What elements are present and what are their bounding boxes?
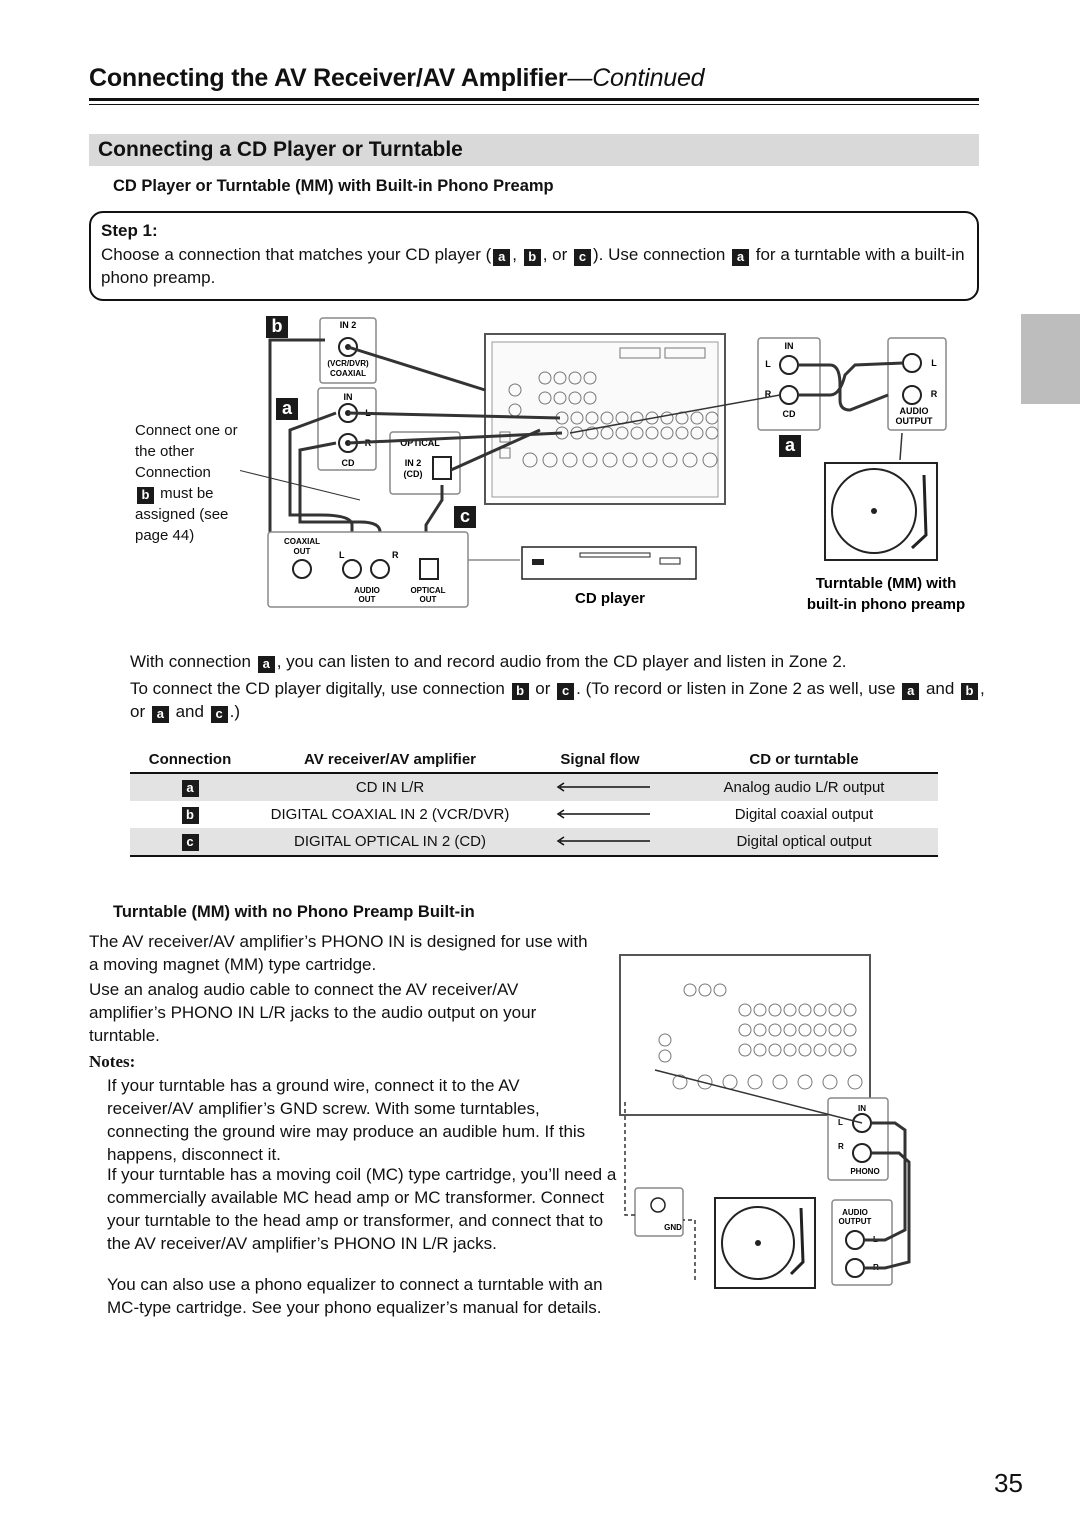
tt2-output-label: OUTPUT xyxy=(838,1217,872,1226)
optical-out-label2: OUT xyxy=(419,595,437,604)
connection-table xyxy=(130,746,938,857)
arrow-left-icon xyxy=(550,809,650,819)
right-l-label: L xyxy=(765,359,771,369)
note-2: If your turntable has a moving coil (MC) type cartridge, you’ll need a commercially available MC head amp or MC transformer. Connect your turntable to the head amp or transformer, and connect that to the AV receiver/AV amplifier’s PHONO IN L/R jacks. xyxy=(107,1165,617,1253)
section-banner xyxy=(89,134,979,166)
col-av-receiver: AV receiver/AV amplifier xyxy=(250,746,530,773)
table-row: c DIGITAL OPTICAL IN 2 (CD) Digital optical output xyxy=(130,828,938,856)
cd-player-drawing xyxy=(468,547,696,579)
cd-in-l-label: L xyxy=(365,408,371,418)
para-1: The AV receiver/AV amplifier’s PHONO IN is designed for use with a moving magnet (MM) type cartridge. xyxy=(89,932,588,974)
step-text: Choose a connection that matches your CD player ( a , b , or c ). Use connection a for a turntable with a built-in phono preamp. xyxy=(101,245,965,287)
col-signal-flow: Signal flow xyxy=(530,746,670,773)
optical-in-label: OPTICAL xyxy=(400,438,440,448)
tt-r-label: R xyxy=(930,389,938,399)
tt-l-label: L xyxy=(931,358,937,368)
page-number: 35 xyxy=(994,1468,1023,1498)
turntable-caption-1: Turntable (MM) with xyxy=(815,575,957,592)
in2-cd-label2: (CD) xyxy=(403,469,423,479)
cd-player-caption: CD player xyxy=(574,590,646,607)
audio-out-r-label: R xyxy=(392,550,399,560)
bullet-2: To connect the CD player digitally, use connection b or c . (To record or listen in Zone 2 as well, use a and b , or a and c .) xyxy=(130,679,985,721)
in2-label: IN 2 xyxy=(339,320,357,330)
bullet-1: With connection a , you can listen to and record audio from the CD player and listen in Zone 2. xyxy=(130,652,847,671)
turntable-drawing xyxy=(825,463,937,560)
col-connection: Connection xyxy=(130,746,250,773)
badge-b-diagram: b xyxy=(266,316,288,338)
phono-in-label: IN xyxy=(858,1104,866,1113)
header-rule-thin xyxy=(89,104,979,105)
in2-cd-label: IN 2 xyxy=(404,458,422,468)
section-title: Connecting a CD Player or Turntable xyxy=(98,138,463,161)
note-3: You can also use a phono equalizer to connect a turntable with an MC-type cartridge. See your phono equalizer’s manual for details. xyxy=(107,1275,603,1317)
cd-in-r-label: R xyxy=(364,438,372,448)
receiver-back-panel xyxy=(485,334,725,504)
note-1: If your turntable has a ground wire, connect it to the AV receiver/AV amplifier’s GND screw. With some turntables, connecting the ground wire may produce an audible hum. If this happens, disconnect it. xyxy=(107,1076,586,1164)
coaxial-label: COAXIAL xyxy=(330,369,366,378)
arrow-left-icon xyxy=(550,782,650,792)
cd-in-label: IN xyxy=(343,392,353,402)
phono-l-label: L xyxy=(838,1118,843,1127)
turntable-caption-2: built-in phono preamp xyxy=(806,596,966,613)
subsection-heading-2: Turntable (MM) with no Phono Preamp Built-in xyxy=(113,903,475,921)
continued-label: —Continued xyxy=(567,64,705,92)
tt-output-label: OUTPUT xyxy=(895,416,933,426)
right-in-label: IN xyxy=(784,341,794,351)
step-label: Step 1: xyxy=(101,221,158,240)
para-2: Use an analog audio cable to connect the AV receiver/AV amplifier’s PHONO IN L/R jacks to the audio output on your turntable. xyxy=(89,980,537,1045)
connection-note: Connect one or the other Connection b must be assigned (see page 44) xyxy=(135,422,238,544)
right-r-label: R xyxy=(764,389,772,399)
coaxial-out-label: COAXIAL xyxy=(284,537,320,546)
col-cd-turntable: CD or turntable xyxy=(670,746,938,773)
turntable-drawing-2 xyxy=(715,1198,815,1288)
table-row: b DIGITAL COAXIAL IN 2 (VCR/DVR) Digital coaxial output xyxy=(130,801,938,828)
badge-a-diagram: a xyxy=(276,398,298,420)
section-tab xyxy=(1021,314,1080,404)
phono-r-label: R xyxy=(838,1142,844,1151)
subsection-heading-1: CD Player or Turntable (MM) with Built-in Phono Preamp xyxy=(113,177,554,195)
audio-out-label: AUDIO xyxy=(354,586,380,595)
table-row: a CD IN L/R Analog audio L/R output xyxy=(130,773,938,801)
gnd-label: GND xyxy=(664,1223,682,1232)
audio-out-label2: OUT xyxy=(358,595,376,604)
coaxial-out-label2: OUT xyxy=(293,547,311,556)
cd-label: CD xyxy=(341,458,355,468)
page-title: Connecting the AV Receiver/AV Amplifier—Continued xyxy=(89,64,705,92)
arrow-left-icon xyxy=(550,836,650,846)
notes-heading: Notes: xyxy=(89,1052,136,1071)
table-header-row xyxy=(130,746,938,773)
tt2-audio-label: AUDIO xyxy=(842,1208,868,1217)
vcr-dvr-label: (VCR/DVR) xyxy=(327,359,369,368)
tt2-r-label: R xyxy=(873,1263,879,1272)
tt-audio-label: AUDIO xyxy=(899,406,929,416)
tt2-l-label: L xyxy=(873,1235,878,1244)
optical-out-label: OPTICAL xyxy=(410,586,446,595)
badge-c-diagram: c xyxy=(454,506,476,528)
receiver-back-panel-2 xyxy=(620,955,870,1115)
right-cd-label: CD xyxy=(782,409,796,419)
connection-diagram-2 xyxy=(615,950,915,1290)
badge-a-turntable: a xyxy=(779,435,801,457)
connection-diagram-1 xyxy=(240,310,1000,640)
header-rule xyxy=(89,98,979,101)
audio-out-l-label: L xyxy=(339,550,345,560)
phono-label: PHONO xyxy=(850,1167,880,1176)
